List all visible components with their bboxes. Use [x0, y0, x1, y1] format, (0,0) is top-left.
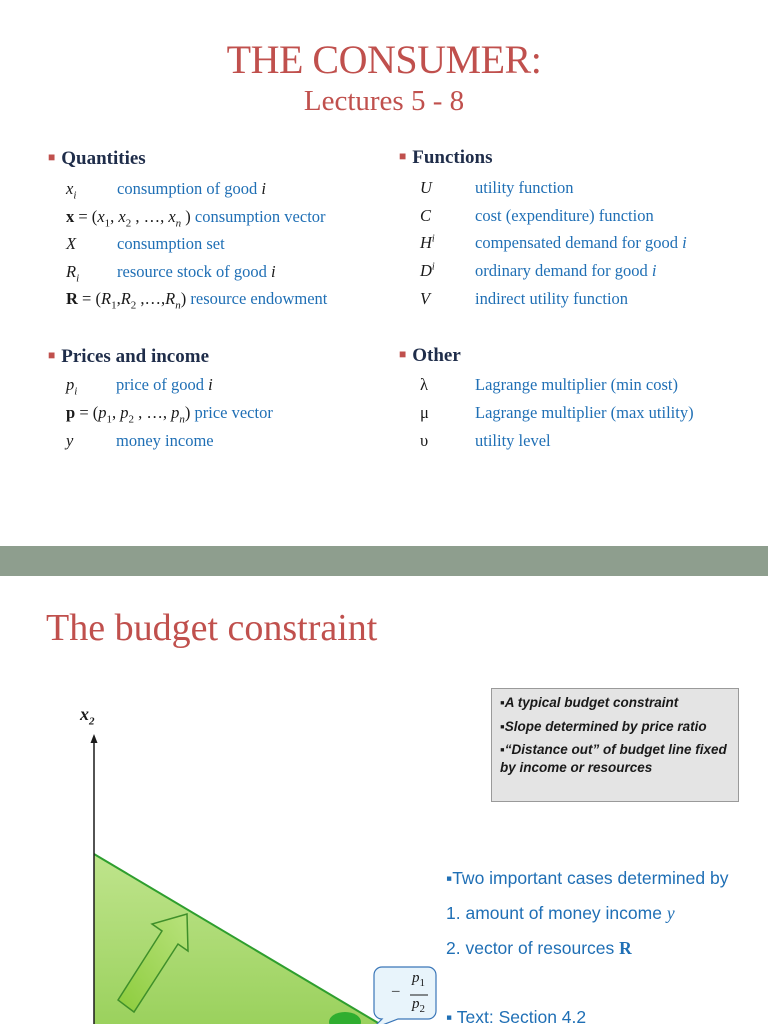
y-axis-label: $x_2$	[80, 704, 95, 728]
symbol: X	[66, 234, 77, 253]
slide-subtitle: Lectures 5 - 8	[303, 85, 465, 117]
y-axis-arrow-icon	[91, 734, 98, 743]
symbol: $D^i$	[420, 261, 435, 280]
bullet-icon: ■	[48, 348, 56, 362]
description: Lagrange multiplier (max utility)	[475, 403, 694, 422]
other-heading: ■ Other	[399, 345, 461, 366]
info-item: ▪Slope determined by price ratio	[500, 718, 707, 734]
symbol: $x_i$	[66, 179, 77, 202]
description: resource stock of good i	[117, 262, 276, 281]
description: compensated demand for good i	[475, 233, 687, 252]
case-item-resources: 2. vector of resources R	[446, 938, 632, 958]
quantities-heading: ■ Quantities	[48, 148, 146, 169]
symbol: y	[66, 431, 74, 450]
vector-definition: $x = (x_1$, $x_2$ , …, $x_n$ ) consumption vector	[66, 207, 326, 230]
prices-section	[48, 346, 209, 368]
symbol: $p_i$	[66, 375, 78, 398]
description: money income	[116, 431, 214, 450]
slope-numerator: $p_1$	[412, 970, 425, 989]
info-item: ▪A typical budget constraint	[500, 695, 679, 710]
description: ordinary demand for good i	[475, 261, 657, 280]
case-item-income: 1. amount of money income y	[446, 903, 675, 923]
functions-section	[399, 147, 493, 169]
description: consumption of good i	[117, 179, 266, 198]
info-box	[491, 688, 739, 802]
bullet-icon: ■	[399, 149, 407, 163]
description: utility level	[475, 431, 551, 450]
vector-definition: $R = (R_1,R_2$ $,\dots,R_n$) resource endowment	[66, 289, 328, 312]
cases-intro: ▪Two important cases determined by	[446, 868, 729, 888]
text-reference: ▪ Text: Section 4.2	[446, 1007, 587, 1024]
description: cost (expenditure) function	[475, 206, 654, 225]
symbol: $R_i$	[66, 262, 80, 285]
description: price of good i	[116, 375, 213, 394]
symbol: μ	[420, 403, 429, 422]
slide-title: THE CONSUMER:	[226, 37, 542, 82]
symbol: λ	[420, 375, 429, 394]
vector-definition: $p = (p_1$, $p_2$ , …, $p_n$) price vector	[66, 403, 273, 426]
bullet-icon: ■	[48, 150, 56, 164]
slope-label	[390, 970, 434, 1016]
symbol: $H^i$	[420, 233, 435, 252]
description: Lagrange multiplier (min cost)	[475, 375, 678, 394]
description: consumption set	[117, 234, 225, 253]
other-section	[399, 345, 461, 367]
slope-denominator: $p_2$	[412, 996, 425, 1015]
bullet-icon: ■	[399, 347, 407, 361]
description: indirect utility function	[475, 289, 629, 308]
symbol: U	[420, 178, 432, 197]
symbol: C	[420, 206, 432, 225]
slide-divider	[0, 546, 768, 576]
slide-budget-constraint	[0, 576, 768, 1024]
symbol: V	[420, 289, 431, 308]
symbol: υ	[420, 431, 429, 450]
minus-sign: –	[392, 983, 400, 999]
prices-heading: ■ Prices and income	[48, 346, 210, 367]
slide-title: The budget constraint	[46, 607, 378, 649]
quantities-section	[48, 148, 146, 170]
description: utility function	[475, 178, 574, 197]
info-item: ▪“Distance out” of budget line fixed by income or resources	[500, 742, 727, 775]
functions-heading: ■ Functions	[399, 147, 493, 168]
